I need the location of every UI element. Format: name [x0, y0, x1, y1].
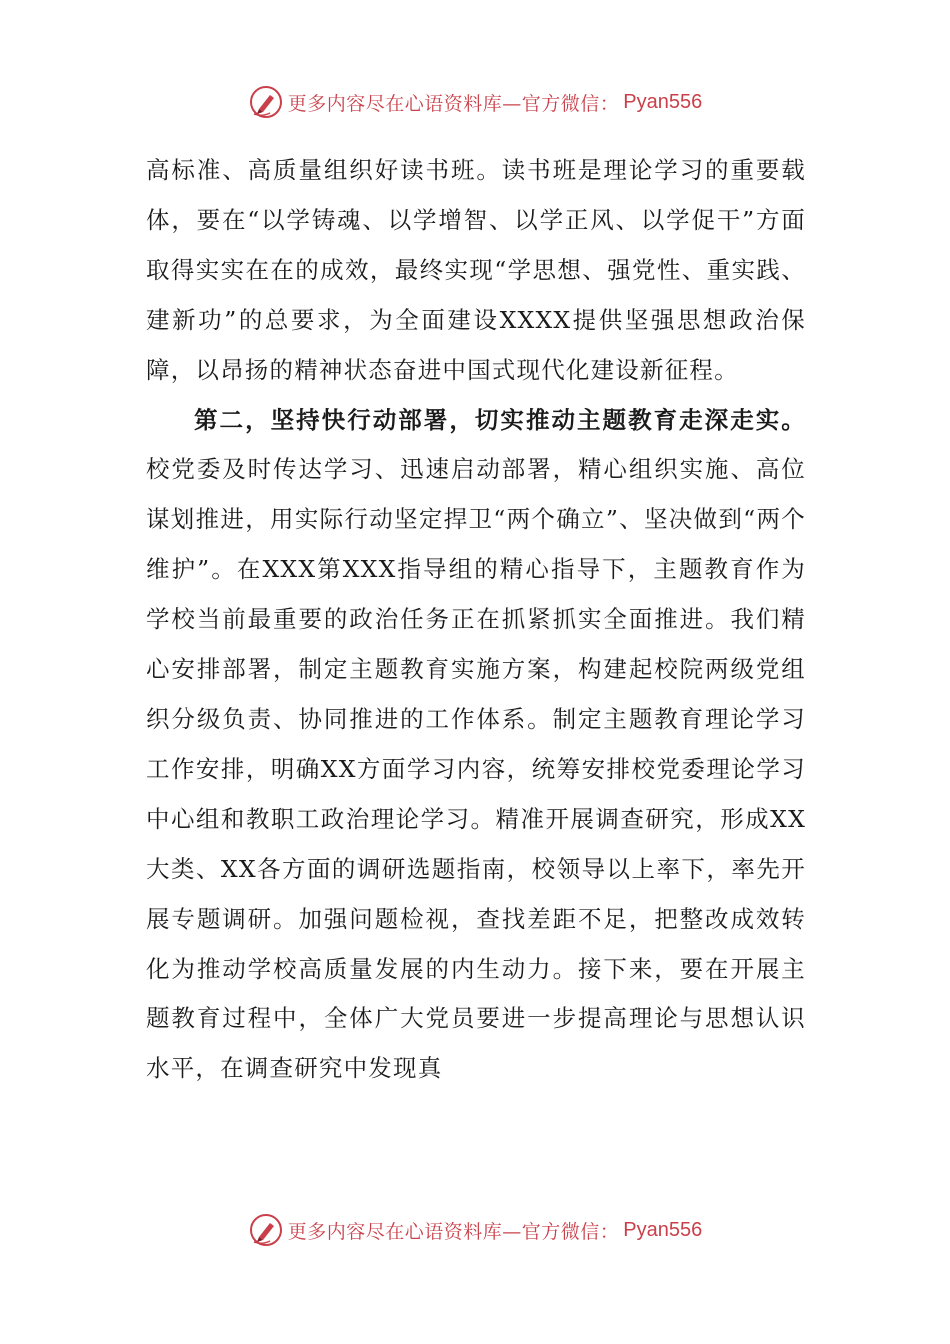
paragraph-1: 高标准、高质量组织好读书班。读书班是理论学习的重要载体，要在“以学铸魂、以学增智、以学正风、以学促干”方面取得实实在在的成效，最终实现“学思想、强党性、重实践、建新功”的总要求，为全面建设XXXX提供坚强思想政治保障，以昂扬的精神状态奋进中国式现代化建设新征程。 — [146, 156, 806, 384]
footer-wechat-id: Pyan556 — [623, 1218, 703, 1241]
header-wechat-id: Pyan556 — [623, 90, 703, 113]
pen-logo-icon — [248, 84, 284, 120]
pen-logo-icon — [248, 1212, 284, 1248]
header-banner-text: 更多内容尽在心语资料库—官方微信： — [287, 92, 620, 115]
header-banner — [0, 80, 950, 124]
section-heading: 第二，坚持快行动部署，切实推动主题教育走深走实。 — [194, 405, 806, 434]
footer-banner — [0, 1208, 950, 1252]
paragraph-2-body: 校党委及时传达学习、迅速启动部署，精心组织实施、高位谋划推进，用实际行动坚定捍卫“两个确立”、坚决做到“两个维护”。在XXX第XXX指导组的精心指导下，主题教育作为学校当前最重要的政治任务正在抓紧抓实全面推进。我们精心安排部署，制定主题教育实施方案，构建起校院两级党组织分级负责、协同推进的工作体系。制定主题教育理论学习工作安排，明确XX方面学习内容，统筹安排校党委理论学习中心组和教职工政治理论学习。精准开展调查研究，形成XX大类、XX各方面的调研选题指南，校领导以上率下，率先开展专题调研。加强问题检视，查找差距不足，把整改成效转化为推动学校高质量发展的内生动力。接下来，要在开展主题教育过程中，全体广大党员要进一步提高理论与思想认识水平，在调查研究中发现真 — [146, 455, 806, 1083]
document-body — [146, 146, 806, 1094]
paragraph-2 — [146, 396, 806, 1095]
footer-banner-text: 更多内容尽在心语资料库—官方微信： — [287, 1220, 620, 1243]
